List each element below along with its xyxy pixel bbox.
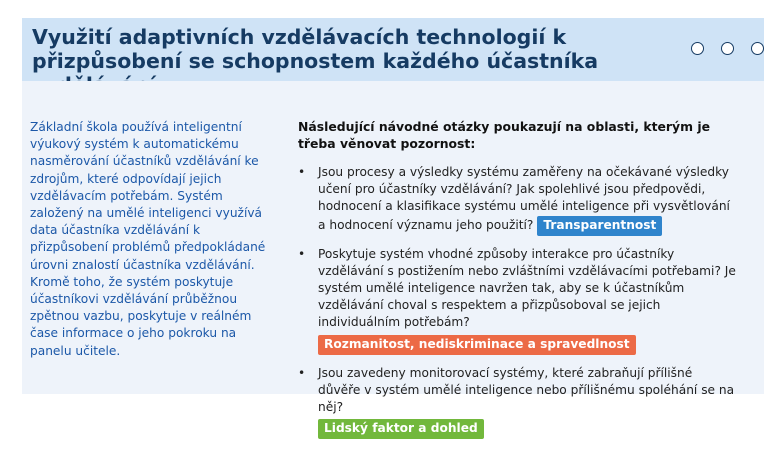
case-description: Základní škola používá inteligentní výukový systém k automatickému nasměrování účastníků vzdělávání ke zdrojům, které odpovídají jejich vzdělávacím potřebám. Systém založený na umělé inteligenci využívá data účastníka vzdělávání k přizpůsobení problémů předpokládané úrovni znalostí účastníka vzdělávání. Kromě toho, že systém poskytuje účastníkovi vzdělávání průběžnou zpětnou vazbu, poskytuje v reálném čase informace o jeho pokroku na panelu učitele. <box>30 120 266 358</box>
question-item <box>298 164 738 236</box>
question-text: Jsou zavedeny monitorovací systémy, které zabraňují přílišné důvěře v systém umělé inteligence nebo přílišnému spoléhání se na něj? <box>318 365 735 415</box>
circle-icon <box>691 42 704 55</box>
questions-list <box>298 164 738 439</box>
circle-icon <box>721 42 734 55</box>
question-text: Poskytuje systém vhodné způsoby interakce pro účastníky vzdělávání s postižením nebo zvláštními vzdělávacími potřebami? Je systém umělé inteligence navržen tak, aby se k účastníkům vzdělávání choval s respektem a přizpůsoboval se jejich individuálním potřebám? <box>318 246 736 330</box>
tag-transparency: Transparentnost <box>537 216 662 236</box>
decorative-dots <box>691 42 764 55</box>
questions-heading: Následující návodné otázky poukazují na oblasti, kterým je třeba věnovat pozornost: <box>298 119 710 151</box>
slide-title: Využití adaptivních vzdělávacích technologií k přizpůsobení se schopnostem každého účastníka <box>32 25 599 73</box>
tag-diversity: Rozmanitost, nediskriminace a spravedlnost <box>318 335 636 355</box>
question-text: Jsou procesy a výsledky systému zaměřeny na očekávané výsledky učení pro účastníky vzdělávání? Jak spolehlivé jsou předpovědi, hodnocení a klasifikace systému umělé inteligence při vysvětlování a hodnocení významu jeho použití? <box>318 165 730 232</box>
guiding-questions <box>298 118 738 449</box>
tag-human-agency: Lidský faktor a dohled <box>318 419 484 439</box>
circle-icon <box>751 42 764 55</box>
question-item <box>298 365 738 440</box>
content-panel <box>22 81 764 436</box>
slide-header <box>22 18 764 81</box>
question-item <box>298 246 738 355</box>
